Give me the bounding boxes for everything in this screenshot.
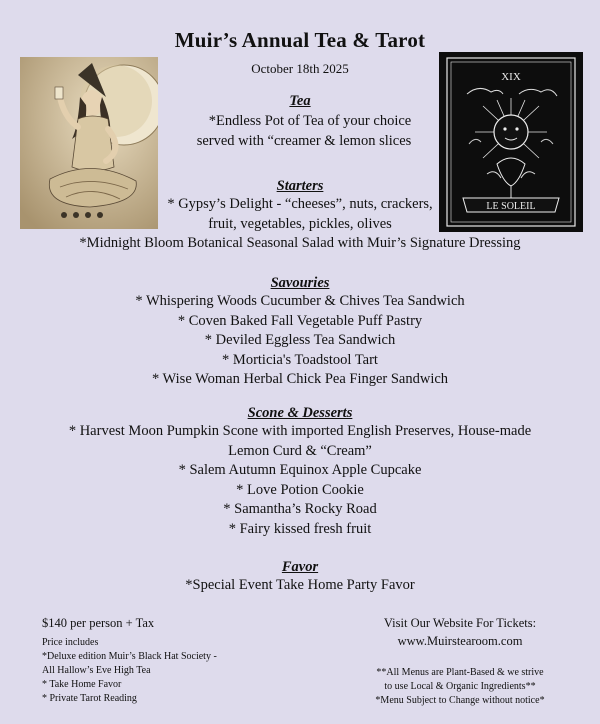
menu-line: * Morticia's Toadstool Tart	[222, 351, 378, 368]
pricing-info	[42, 614, 282, 706]
favor-heading: Favor	[281, 559, 319, 575]
starters-heading: Starters	[276, 178, 324, 194]
starters-section	[0, 177, 600, 254]
menu-note: to use Local & Organic Ingredients**	[384, 681, 536, 692]
menu-line: * Samantha’s Rocky Road	[223, 501, 377, 517]
menu-line: * Salem Autumn Equinox Apple Cupcake	[178, 462, 422, 478]
savouries-heading: Savouries	[270, 275, 330, 291]
savouries-section	[0, 274, 600, 390]
tarot-name: LE SOLEIL	[486, 201, 536, 212]
included-item: *Deluxe edition Muir’s Black Hat Society -	[42, 651, 217, 662]
event-date: October 18th 2025	[251, 61, 349, 76]
menu-line: * Love Potion Cookie	[236, 481, 364, 498]
menu-line: *Special Event Take Home Party Favor	[185, 577, 415, 593]
menu-line: * Whispering Woods Cucumber & Chives Tea Sandwich	[135, 293, 465, 309]
scone-desserts-section	[0, 404, 600, 539]
menu-line: fruit, vegetables, pickles, olives	[208, 215, 392, 232]
price-text: $140 per person + Tax	[42, 616, 155, 630]
scone-desserts-heading: Scone & Desserts	[247, 405, 353, 421]
included-item: * Take Home Favor	[42, 679, 122, 690]
menu-line: Lemon Curd & “Cream”	[228, 442, 372, 459]
menu-line: *Midnight Bloom Botanical Seasonal Salad with Muir’s Signature Dressing	[79, 235, 521, 251]
tarot-numeral: XIX	[501, 71, 521, 83]
menu-line: * Gypsy’s Delight - “cheeses”, nuts, crackers,	[167, 196, 433, 212]
included-item: * Private Tarot Reading	[42, 693, 137, 704]
visit-website-text: Visit Our Website For Tickets:	[383, 616, 537, 630]
menu-line: * Coven Baked Fall Vegetable Puff Pastry	[177, 312, 423, 329]
menu-line: served with “creamer & lemon slices	[196, 132, 412, 149]
menu-note: **All Menus are Plant-Based & we strive	[376, 667, 544, 678]
menu-line: * Deviled Eggless Tea Sandwich	[204, 332, 396, 348]
page-title: Muir’s Annual Tea & Tarot	[174, 28, 426, 52]
menu-note: *Menu Subject to Change without notice*	[375, 695, 545, 706]
menu-line: * Fairy kissed fresh fruit	[228, 520, 372, 537]
favor-section	[0, 558, 600, 596]
menu-line: *Endless Pot of Tea of your choice	[208, 113, 412, 129]
ticket-info	[340, 614, 580, 708]
website-link[interactable]: www.Muirstearoom.com	[397, 634, 523, 648]
tea-heading: Tea	[289, 93, 311, 109]
menu-line: * Harvest Moon Pumpkin Scone with imported English Preserves, House-made	[68, 423, 532, 439]
tea-section	[0, 92, 600, 151]
price-includes-label: Price includes	[42, 637, 99, 648]
included-item: All Hallow’s Eve High Tea	[42, 665, 151, 676]
menu-line: * Wise Woman Herbal Chick Pea Finger Sandwich	[151, 371, 449, 387]
